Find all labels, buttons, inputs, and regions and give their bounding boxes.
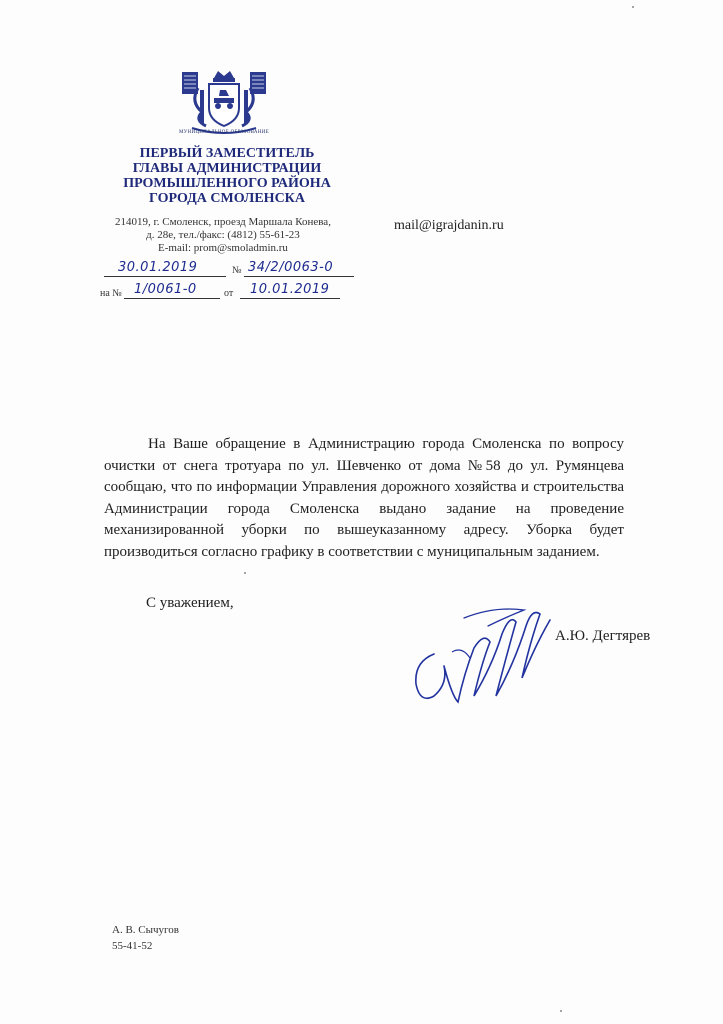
address-line-2: д. 28е, тел./факс: (4812) 55-61-23 (146, 229, 300, 241)
emblem-caption: МУНИЦИПАЛЬНОЕ ОБРАЗОВАНИЕ (178, 130, 270, 135)
sender-header (92, 146, 362, 206)
letter-body (104, 434, 624, 563)
handwritten-signature (404, 592, 554, 712)
ref-label: на № (100, 288, 122, 299)
reference-date: 10.01.2019 (250, 282, 330, 297)
scan-speck (560, 1010, 562, 1012)
scan-speck (244, 572, 246, 574)
scan-speck (632, 6, 634, 8)
header-line-1: ПЕРВЫЙ ЗАМЕСТИТЕЛЬ (139, 146, 315, 161)
registration-number: 34/2/0063-0 (248, 260, 334, 275)
registration-date: 30.01.2019 (118, 260, 198, 275)
body-paragraph: На Ваше обращение в Администрацию города Смоленска по вопросу очистки от снега тротуара по ул. Шевченко от дома №58 до ул. Румянцева сообщаю, что по информации Управления дорожного хозяйства и строительства Администрации города Смоленска выдано задание на проведение механизированной уборки по вышеуказанному адресу. Уборка будет производиться согласно графику в соответствии с муниципальным заданием. (104, 436, 624, 560)
address-line-3: E-mail: prom@smoladmin.ru (158, 242, 288, 254)
executor-info (112, 922, 179, 954)
executor-phone: 55-41-52 (112, 940, 153, 952)
closing-greeting: С уважением, (146, 595, 234, 611)
header-line-2: ГЛАВЫ АДМИНИСТРАЦИИ (132, 161, 322, 176)
header-line-3: ПРОМЫШЛЕННОГО РАЙОНА (123, 176, 331, 191)
header-line-4: ГОРОДА СМОЛЕНСКА (149, 191, 305, 206)
from-label: от (224, 288, 234, 299)
signer-name: А.Ю. Дегтярев (555, 628, 651, 644)
smolensk-coat-of-arms-icon (176, 68, 272, 138)
registration-block (98, 258, 358, 302)
address-line-1: 214019, г. Смоленск, проезд Маршала Конева, (115, 216, 331, 228)
recipient-email: mail@igrajdanin.ru (394, 218, 504, 233)
number-label: № (232, 265, 242, 276)
executor-name: А. В. Сычугов (112, 924, 179, 936)
reference-number: 1/0061-0 (134, 282, 197, 297)
sender-address (98, 216, 348, 255)
